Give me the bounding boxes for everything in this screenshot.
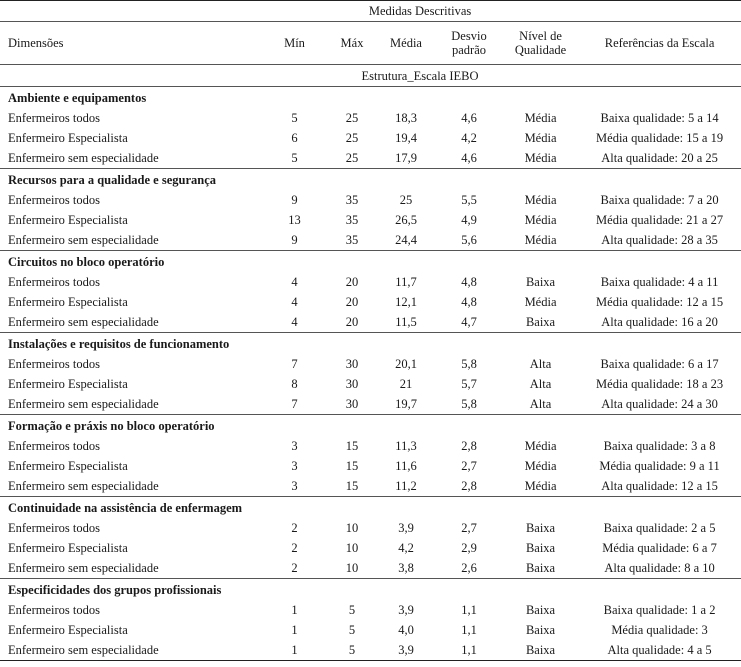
cell-max: 10	[345, 541, 359, 555]
table-row	[0, 456, 741, 476]
table-row	[0, 230, 741, 251]
row-label: Enfermeiro sem especialidade	[8, 561, 159, 575]
cell-min: 1	[291, 623, 298, 637]
table-row	[0, 476, 741, 497]
cell-max: 25	[345, 151, 359, 165]
cell-max: 35	[345, 213, 359, 227]
cell-ref: Média qualidade: 18 a 23	[596, 377, 724, 391]
cell-nivel: Baixa	[525, 521, 556, 535]
cell-ref: Alta qualidade: 16 a 20	[601, 315, 718, 329]
row-label: Enfermeiro Especialista	[8, 541, 128, 555]
scale-title-row	[0, 65, 741, 87]
cell-desvio: 2,8	[461, 479, 477, 493]
cell-desvio: 1,1	[435, 640, 503, 661]
cell-desvio: 4,8	[461, 295, 477, 309]
cell-ref: Média qualidade: 9 a 11	[599, 459, 720, 473]
section-title: Continuidade na assistência de enfermagem	[0, 497, 741, 519]
cell-media: 12,1	[395, 295, 417, 309]
header-dimensoes: Dimensões	[0, 22, 262, 65]
cell-max: 20	[345, 295, 359, 309]
cell-desvio: 4,8	[461, 275, 477, 289]
cell-ref: Média qualidade: 6 a 7	[602, 541, 717, 555]
table-row	[0, 600, 741, 620]
cell-media: 11,2	[395, 479, 417, 493]
cell-desvio: 5,7	[461, 377, 477, 391]
cell-min: 6	[291, 131, 298, 145]
cell-desvio: 4,6	[461, 151, 477, 165]
cell-nivel: Média	[524, 193, 557, 207]
row-label: Enfermeiro sem especialidade	[8, 233, 159, 247]
cell-min: 7	[291, 397, 298, 411]
cell-desvio: 5,6	[461, 233, 477, 247]
cell-min: 3	[291, 439, 298, 453]
cell-nivel: Média	[524, 295, 557, 309]
header-min: Mín	[262, 22, 327, 65]
table-row	[0, 128, 741, 148]
cell-desvio: 5,5	[461, 193, 477, 207]
cell-nivel: Baixa	[525, 541, 556, 555]
table-row	[0, 394, 741, 415]
cell-nivel: Baixa	[525, 275, 556, 289]
table-title: Medidas Descritivas	[262, 1, 578, 22]
table-title-row	[0, 1, 741, 22]
cell-min: 7	[291, 357, 298, 371]
row-label: Enfermeiros todos	[8, 275, 100, 289]
cell-ref: Baixa qualidade: 6 a 17	[600, 357, 719, 371]
cell-nivel: Média	[524, 479, 557, 493]
cell-ref: Baixa qualidade: 5 a 14	[600, 111, 719, 125]
section-header-row	[0, 169, 741, 191]
cell-media: 4,0	[398, 623, 414, 637]
cell-min: 2	[291, 521, 298, 535]
cell-min: 9	[291, 233, 298, 247]
cell-max: 35	[345, 233, 359, 247]
cell-ref: Média qualidade: 12 a 15	[596, 295, 724, 309]
table-row	[0, 210, 741, 230]
row-label: Enfermeiros todos	[8, 521, 100, 535]
section-header-row	[0, 497, 741, 519]
cell-nivel: Alta	[529, 397, 552, 411]
cell-media: 11,6	[395, 459, 417, 473]
cell-media: 3,9	[398, 603, 414, 617]
cell-desvio: 4,9	[461, 213, 477, 227]
cell-nivel: Baixa	[525, 315, 556, 329]
cell-nivel: Alta	[529, 377, 552, 391]
section-title: Especificidades dos grupos profissionais	[0, 579, 741, 601]
cell-nivel: Média	[524, 131, 557, 145]
scale-title: Estrutura_Escala IEBO	[262, 65, 578, 87]
section-title: Circuitos no bloco operatório	[0, 251, 741, 273]
section-title: Recursos para a qualidade e segurança	[0, 169, 741, 191]
cell-nivel: Média	[524, 151, 557, 165]
cell-desvio: 4,7	[461, 315, 477, 329]
cell-ref: Média qualidade: 21 a 27	[596, 213, 724, 227]
table-row	[0, 354, 741, 374]
cell-max: 35	[345, 193, 359, 207]
cell-ref: Média qualidade: 3	[611, 623, 708, 637]
cell-desvio: 2,9	[461, 541, 477, 555]
cell-media: 26,5	[395, 213, 417, 227]
row-label: Enfermeiro Especialista	[8, 131, 128, 145]
table-row	[0, 558, 741, 579]
header-referencias: Referências da Escala	[578, 22, 741, 65]
section-title: Ambiente e equipamentos	[8, 90, 147, 105]
cell-min: 2	[291, 561, 298, 575]
cell-desvio: 5,8	[461, 357, 477, 371]
cell-desvio: 4,6	[461, 111, 477, 125]
row-label: Enfermeiro sem especialidade	[8, 397, 159, 411]
row-label: Enfermeiro sem especialidade	[8, 479, 159, 493]
table-row	[0, 108, 741, 128]
cell-media: 18,3	[395, 111, 417, 125]
cell-nivel: Baixa	[525, 623, 556, 637]
header-nivel	[503, 22, 578, 65]
section-title: Instalações e requisitos de funcionamento	[0, 333, 741, 355]
table-row	[0, 272, 741, 292]
row-label: Enfermeiros todos	[8, 603, 100, 617]
cell-max: 10	[345, 521, 359, 535]
table-row	[0, 292, 741, 312]
header-desvio	[435, 22, 503, 65]
cell-nivel: Média	[524, 439, 557, 453]
header-nivel-line2: Qualidade	[514, 43, 567, 57]
row-label: Enfermeiro sem especialidade	[8, 151, 159, 165]
cell-min: 1	[291, 603, 298, 617]
cell-ref: Baixa qualidade: 3 a 8	[603, 439, 716, 453]
cell-media: 20,1	[395, 357, 417, 371]
section-header-row	[0, 333, 741, 355]
cell-min: 4	[291, 295, 298, 309]
row-label: Enfermeiro Especialista	[8, 295, 128, 309]
cell-ref: Alta qualidade: 12 a 15	[601, 479, 718, 493]
cell-max: 30	[345, 377, 359, 391]
cell-media: 11,7	[395, 275, 417, 289]
cell-media: 3,9	[398, 521, 414, 535]
cell-max: 5	[348, 603, 356, 617]
cell-max: 20	[345, 315, 359, 329]
cell-min: 8	[291, 377, 298, 391]
row-label: Enfermeiro Especialista	[8, 459, 128, 473]
cell-max: 15	[345, 479, 359, 493]
table-row	[0, 620, 741, 640]
row-label: Enfermeiros todos	[8, 439, 100, 453]
table-row	[0, 640, 741, 661]
cell-media: 24,4	[395, 233, 417, 247]
cell-media: 4,2	[398, 541, 414, 555]
table-row	[0, 148, 741, 169]
header-max: Máx	[327, 22, 377, 65]
cell-media: 3,8	[398, 561, 414, 575]
cell-nivel: Baixa	[525, 561, 556, 575]
cell-min: 4	[291, 315, 298, 329]
section-header-row	[0, 415, 741, 437]
cell-max: 25	[345, 111, 359, 125]
cell-max: 30	[345, 357, 359, 371]
table-row	[0, 518, 741, 538]
header-desvio-line1: Desvio	[451, 29, 487, 43]
row-label: Enfermeiros todos	[8, 111, 100, 125]
cell-min: 13	[288, 213, 301, 227]
header-nivel-line1: Nível de	[519, 29, 562, 43]
cell-ref: Baixa qualidade: 1 a 2	[603, 603, 716, 617]
row-label: Enfermeiros todos	[8, 193, 100, 207]
cell-max: 15	[345, 459, 359, 473]
table-row	[0, 374, 741, 394]
cell-media: 11,5	[395, 315, 417, 329]
header-row	[0, 22, 741, 65]
cell-media: 25	[399, 193, 413, 207]
section-title: Formação e práxis no bloco operatório	[0, 415, 741, 437]
cell-desvio: 4,2	[461, 131, 477, 145]
cell-media: 17,9	[395, 151, 417, 165]
cell-media: 3,9	[377, 640, 435, 661]
cell-ref: Alta qualidade: 4 a 5	[578, 640, 741, 661]
table-body	[0, 87, 741, 661]
row-label: Enfermeiro sem especialidade	[0, 640, 262, 661]
cell-desvio: 2,6	[461, 561, 477, 575]
cell-ref: Alta qualidade: 28 a 35	[601, 233, 718, 247]
row-label: Enfermeiro sem especialidade	[8, 315, 159, 329]
cell-nivel: Média	[524, 111, 557, 125]
cell-min: 9	[291, 193, 298, 207]
cell-nivel: Baixa	[503, 640, 578, 661]
cell-ref: Alta qualidade: 20 a 25	[601, 151, 718, 165]
cell-media: 21	[399, 377, 413, 391]
cell-min: 4	[291, 275, 298, 289]
table-row	[0, 312, 741, 333]
cell-ref: Média qualidade: 15 a 19	[596, 131, 724, 145]
row-label: Enfermeiro Especialista	[8, 377, 128, 391]
cell-max: 15	[345, 439, 359, 453]
cell-ref: Baixa qualidade: 2 a 5	[603, 521, 716, 535]
cell-desvio: 2,8	[461, 439, 477, 453]
cell-max: 25	[345, 131, 359, 145]
cell-ref: Alta qualidade: 8 a 10	[604, 561, 715, 575]
section-header-row	[0, 579, 741, 601]
cell-max: 10	[345, 561, 359, 575]
row-label: Enfermeiro Especialista	[8, 213, 128, 227]
cell-min: 5	[291, 151, 298, 165]
cell-min: 3	[291, 459, 298, 473]
cell-desvio: 5,8	[461, 397, 477, 411]
cell-max: 20	[345, 275, 359, 289]
cell-media: 19,4	[395, 131, 417, 145]
cell-max: 5	[348, 623, 356, 637]
cell-ref: Baixa qualidade: 7 a 20	[600, 193, 719, 207]
cell-nivel: Média	[524, 459, 557, 473]
cell-desvio: 1,1	[461, 603, 477, 617]
cell-desvio: 2,7	[461, 459, 477, 473]
cell-nivel: Baixa	[525, 603, 556, 617]
cell-desvio: 2,7	[461, 521, 477, 535]
section-header-row	[0, 251, 741, 273]
header-media: Média	[377, 22, 435, 65]
cell-ref: Alta qualidade: 24 a 30	[601, 397, 718, 411]
table-row	[0, 190, 741, 210]
table-row	[0, 436, 741, 456]
cell-max: 30	[345, 397, 359, 411]
cell-min: 5	[291, 111, 298, 125]
cell-nivel: Média	[524, 213, 557, 227]
cell-desvio: 1,1	[461, 623, 477, 637]
cell-ref: Baixa qualidade: 4 a 11	[600, 275, 719, 289]
table-row	[0, 538, 741, 558]
cell-min: 2	[291, 541, 298, 555]
section-header-row	[0, 87, 741, 109]
cell-media: 19,7	[395, 397, 417, 411]
cell-min: 3	[291, 479, 298, 493]
row-label: Enfermeiros todos	[8, 357, 100, 371]
cell-media: 11,3	[395, 439, 417, 453]
cell-nivel: Alta	[529, 357, 552, 371]
header-desvio-line2: padrão	[451, 43, 486, 57]
cell-nivel: Média	[524, 233, 557, 247]
cell-max: 5	[327, 640, 377, 661]
cell-min: 1	[262, 640, 327, 661]
row-label: Enfermeiro Especialista	[8, 623, 128, 637]
